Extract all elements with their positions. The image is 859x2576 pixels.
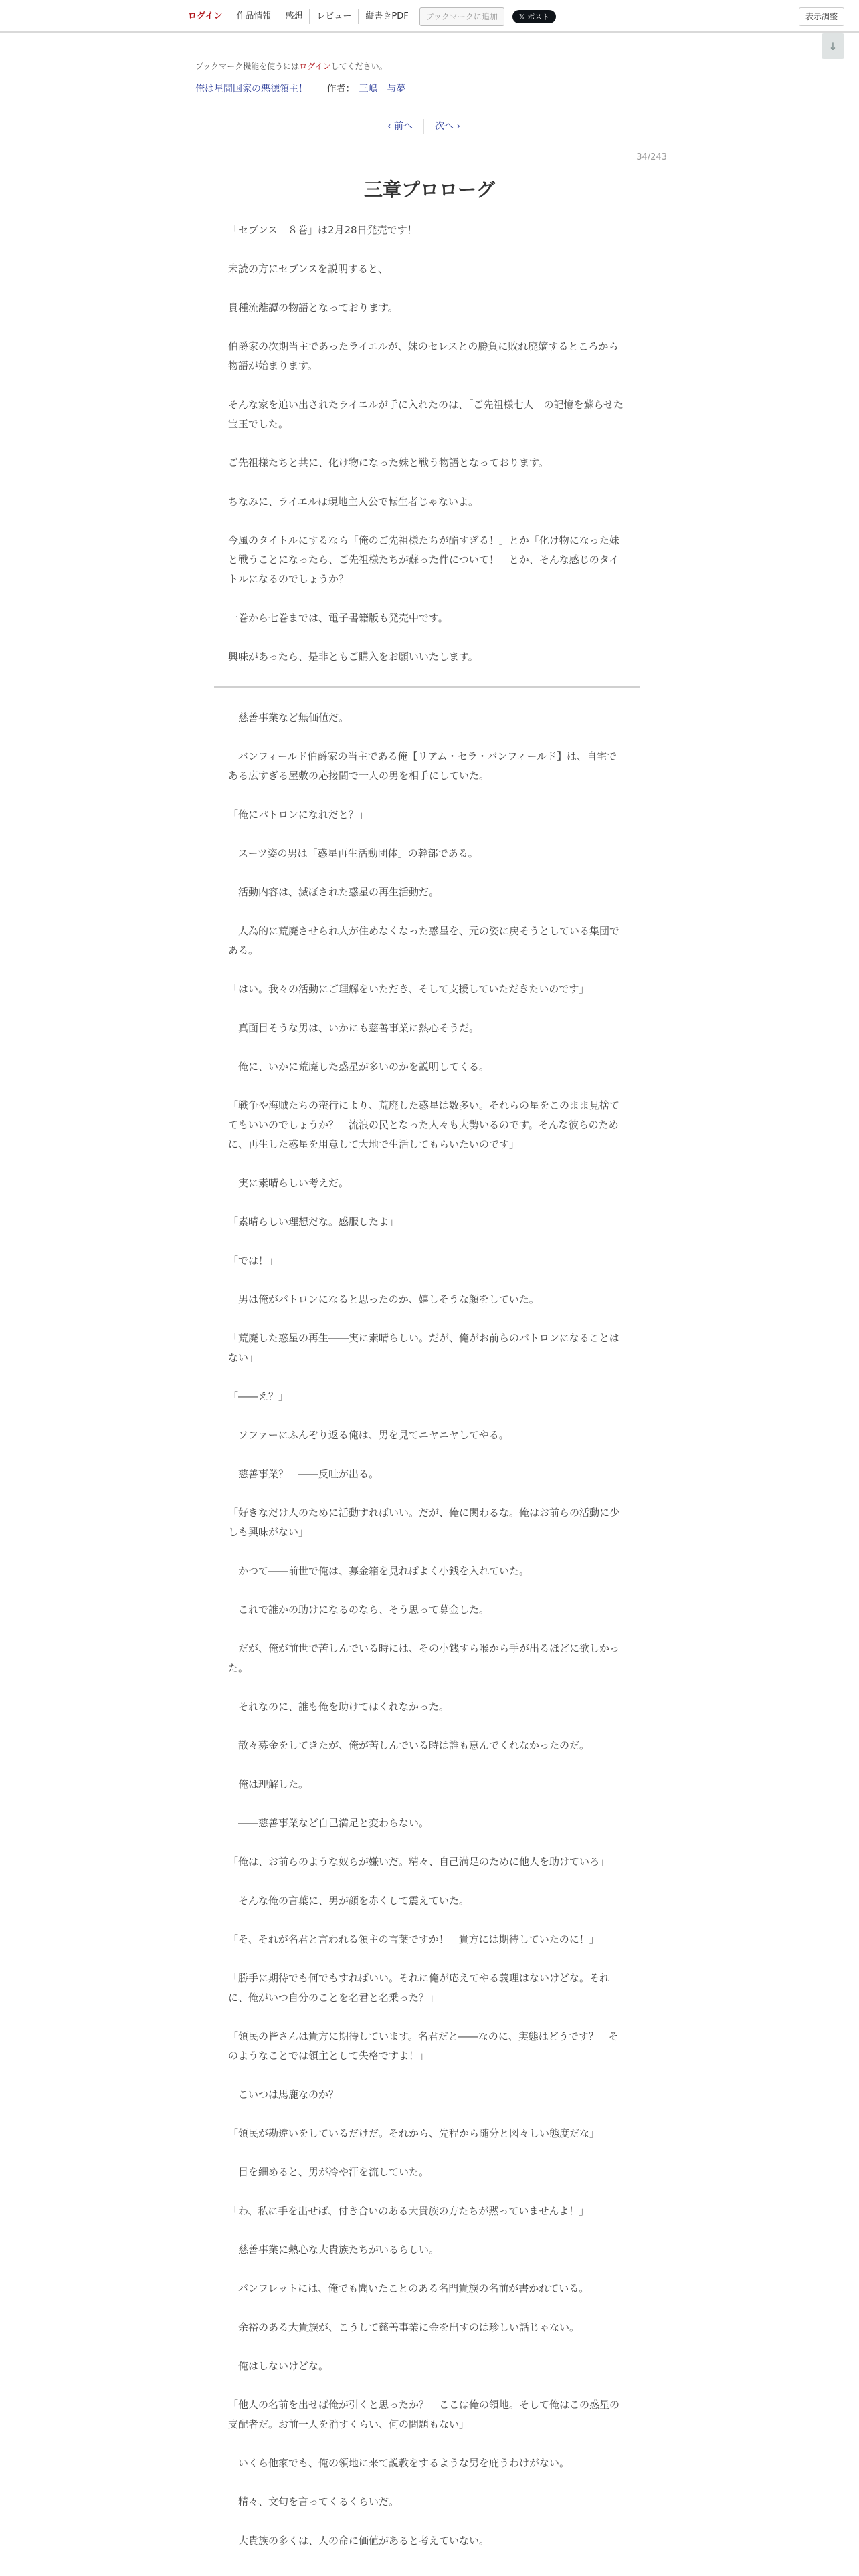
- preface-paragraph: ご先祖様たちと共に、化け物になった妹と戦う物語となっております。: [228, 457, 549, 469]
- series-info: [195, 82, 405, 95]
- chapter-title: 三章プロローグ: [363, 179, 495, 201]
- body-paragraph: 「素晴らしい理想だな。感服したよ」: [228, 1216, 399, 1228]
- preface-paragraph: 「セブンス ８巻」は2月28日発売です！: [228, 224, 417, 236]
- body-paragraph: 慈善事業に熱心な大貴族たちがいるらしい。: [228, 2244, 440, 2256]
- body-paragraph: 「俺は、お前らのような奴らが嫌いだ。精々、自己満足のために他人を助けていろ」: [228, 1856, 610, 1868]
- body-paragraph: 俺に、いかに荒廃した惑星が多いのかを説明してくる。: [228, 1061, 490, 1073]
- author-label: 作者：: [326, 84, 355, 94]
- preface-paragraph: 一巻から七巻までは、電子書籍版も発売中です。: [228, 612, 448, 624]
- author-link[interactable]: 三嶋 与夢: [359, 84, 406, 94]
- impressions-link[interactable]: 感想: [278, 9, 309, 24]
- body-paragraph: 俺はしないけどな。: [228, 2360, 329, 2372]
- prev-episode-link[interactable]: ‹ 前へ: [378, 119, 424, 134]
- series-title-link[interactable]: 俺は星間国家の悪徳領主！: [195, 84, 308, 94]
- body-paragraph: 「わ、私に手を出せば、付き合いのある大貴族の方たちが黙っていませんよ！」: [228, 2205, 589, 2217]
- body-paragraph: 「好きなだけ人のために活動すればいい。だが、俺に関わるな。俺はお前らの活動に少しも興味がない」: [228, 1507, 620, 1538]
- work-info-link[interactable]: 作品情報: [229, 9, 278, 24]
- notice-prefix: ブックマーク機能を使うには: [195, 62, 300, 71]
- body-paragraph: 「領民が勘違いをしているだけだ。それから、先程から随分と図々しい態度だな」: [228, 2127, 600, 2139]
- episode-pager: [378, 119, 470, 134]
- body-paragraph: だが、俺が前世で苦しんでいる時には、その小銭すら喉から手が出るほどに欲しかった。: [228, 1642, 620, 1674]
- body-paragraph: こいつは馬鹿なのか？: [228, 2088, 339, 2101]
- body-paragraph: いくら他家でも、俺の領地に来て説教をするような男を庇うわけがない。: [228, 2457, 570, 2469]
- body-paragraph: それなのに、誰も俺を助けてはくれなかった。: [228, 1701, 450, 1713]
- x-post-button[interactable]: 𝕏 ポスト: [512, 10, 556, 23]
- preface-paragraph: 今風のタイトルにするなら「俺のご先祖様たちが酷すぎる！」とか「化け物になった妹と戦うことになったら、ご先祖様たちが蘇った件について！」とか、そんな感じのタイトルになるのでしょうか？: [228, 534, 619, 585]
- body-paragraph: パンフレットには、俺でも聞いたことのある名門貴族の名前が書かれている。: [228, 2282, 589, 2294]
- preface-paragraph: ちなみに、ライエルは現地主人公で転生者じゃないよ。: [228, 496, 478, 508]
- preface-paragraph: そんな家を追い出されたライエルが手に入れたのは、「ご先祖様七人」の記憶を蘇らせた宝玉でした。: [228, 399, 624, 430]
- body-paragraph: 「勝手に期待でも何でもすればいい。それに俺が応えてやる義理はないけどな。それに、俺がいつ自分のことを名君と名乗った？」: [228, 1972, 610, 2004]
- body-paragraph: 精々、文句を言ってくるくらいだ。: [228, 2496, 399, 2508]
- notice-login-link[interactable]: ログイン: [299, 62, 331, 71]
- body-paragraph: 実に素晴らしい考えだ。: [228, 1177, 349, 1189]
- body-paragraph: 「領民の皆さんは貴方に期待しています。名君だと――なのに、実態はどうです？ そのようなことでは領主として失格ですよ！」: [228, 2030, 619, 2062]
- main-text: [228, 708, 626, 2551]
- header-nav: [181, 7, 556, 26]
- review-link[interactable]: レビュー: [309, 9, 358, 24]
- preface-paragraph: 貴種流離譚の物語となっております。: [228, 302, 398, 314]
- body-paragraph: 「俺にパトロンになれだと？」: [228, 809, 369, 821]
- site-header: [0, 0, 859, 33]
- body-paragraph: 「では！」: [228, 1255, 279, 1267]
- login-notice: [195, 60, 387, 72]
- body-paragraph: 「はい。我々の活動にご理解をいただき、そして支援していただきたいのです」: [228, 983, 589, 995]
- body-paragraph: そんな俺の言葉に、男が顔を赤くして震えていた。: [228, 1895, 470, 1907]
- preface-paragraph: 興味があったら、是非ともご購入をお願いいたします。: [228, 651, 478, 663]
- display-settings-button[interactable]: 表示調整: [799, 7, 844, 26]
- body-paragraph: ソファーにふんぞり返る俺は、男を見てニヤニヤしてやる。: [228, 1429, 509, 1441]
- next-episode-link[interactable]: 次へ ›: [435, 121, 461, 132]
- body-paragraph: 大貴族の多くは、人の命に価値があると考えていない。: [228, 2535, 490, 2547]
- body-paragraph: 「戦争や海賊たちの蛮行により、荒廃した惑星は数多い。それらの星をこのまま見捨ててもいいのでしょうか？ 流浪の民となった人々も大勢いるのです。そんな彼らのために、再生した惑星を用意して大地で生活してもらいたいのです」: [228, 1099, 620, 1150]
- notice-suffix: してください。: [330, 62, 387, 71]
- body-paragraph: 慈善事業？ ――反吐が出る。: [228, 1468, 379, 1480]
- body-paragraph: 「そ、それが名君と言われる領主の言葉ですか！ 貴方には期待していたのに！」: [228, 1933, 599, 1945]
- vertical-pdf-link[interactable]: 縦書きPDF: [358, 9, 415, 24]
- add-bookmark-button[interactable]: ブックマークに追加: [419, 7, 504, 26]
- body-paragraph: 慈善事業など無価値だ。: [228, 712, 349, 724]
- body-paragraph: 人為的に荒廃させられ人が住めなくなった惑星を、元の姿に戻そうとしている集団である。: [228, 925, 620, 956]
- episode-content: [228, 221, 626, 2570]
- body-paragraph: 散々募金をしてきたが、俺が苦しんでいる時は誰も恵んでくれなかったのだ。: [228, 1739, 590, 1751]
- body-paragraph: 真面目そうな男は、いかにも慈善事業に熱心そうだ。: [228, 1022, 480, 1034]
- body-paragraph: スーツ姿の男は「惑星再生活動団体」の幹部である。: [228, 847, 478, 859]
- body-paragraph: かつて――前世で俺は、募金箱を見ればよく小銭を入れていた。: [228, 1565, 530, 1577]
- scroll-down-button[interactable]: [822, 33, 844, 59]
- body-paragraph: 余裕のある大貴族が、こうして慈善事業に金を出すのは珍しい話じゃない。: [228, 2321, 580, 2333]
- preface-paragraph: 未読の方にセブンスを説明すると、: [228, 263, 388, 275]
- login-link[interactable]: ログイン: [181, 9, 229, 24]
- body-paragraph: 「他人の名前を出せば俺が引くと思ったか？ ここは俺の領地。そして俺はこの惑星の支配者だ。お前一人を消すくらい、何の問題もない」: [228, 2399, 620, 2430]
- preface-paragraph: 伯爵家の次期当主であったライエルが、妹のセレスとの勝負に敗れ廃嫡するところから物語が始まります。: [228, 340, 619, 372]
- preface-divider: [214, 686, 640, 688]
- body-paragraph: バンフィールド伯爵家の当主である俺【リアム・セラ・バンフィールド】は、自宅である広すぎる屋敷の応接間で一人の男を相手にしていた。: [228, 750, 617, 782]
- body-paragraph: 「――え？」: [228, 1390, 289, 1402]
- body-paragraph: 目を細めると、男が冷や汗を流していた。: [228, 2166, 430, 2178]
- body-paragraph: ――慈善事業など自己満足と変わらない。: [228, 1817, 430, 1829]
- body-paragraph: これで誰かの助けになるのなら、そう思って募金した。: [228, 1604, 490, 1616]
- episode-count: 34/243: [636, 152, 667, 163]
- body-paragraph: 俺は理解した。: [228, 1778, 309, 1790]
- preface: [228, 221, 626, 667]
- arrow-down-icon: ↓: [828, 39, 838, 53]
- body-paragraph: 男は俺がパトロンになると思ったのか、嬉しそうな顔をしていた。: [228, 1293, 539, 1305]
- body-paragraph: 「荒廃した惑星の再生――実に素晴らしい。だが、俺がお前らのパトロンになることはない」: [228, 1332, 619, 1364]
- body-paragraph: 活動内容は、滅ぼされた惑星の再生活動だ。: [228, 886, 440, 898]
